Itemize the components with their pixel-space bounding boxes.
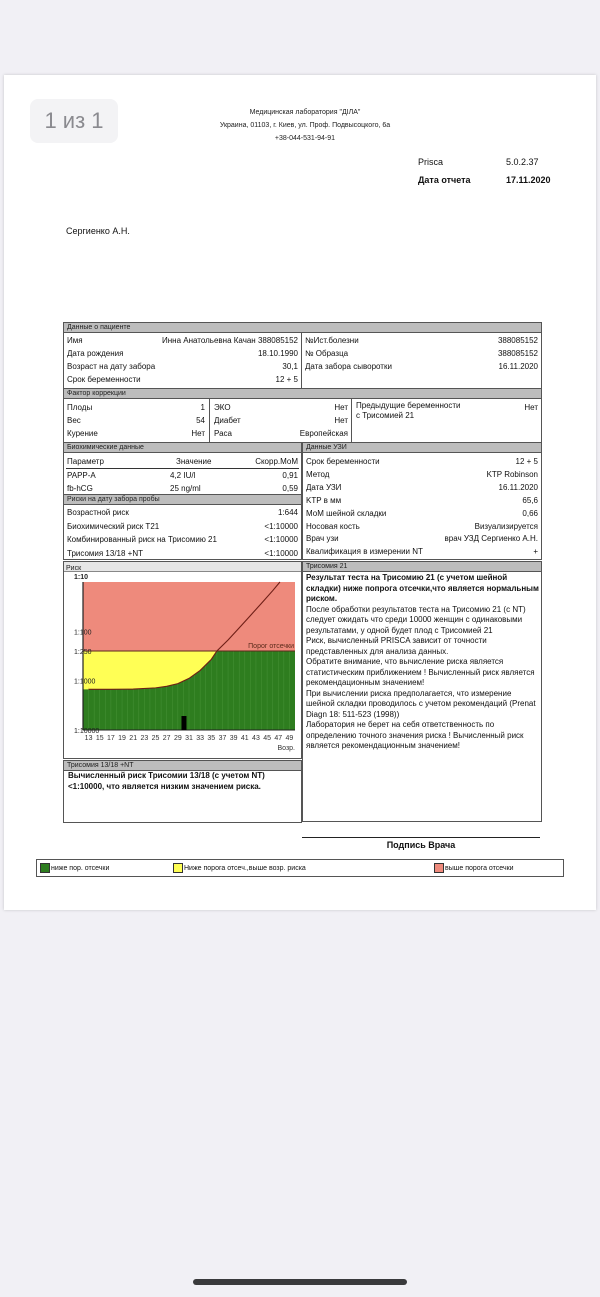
x-tick-label: 33 <box>196 735 205 742</box>
correction-label: Раса <box>214 429 232 438</box>
page-indicator: 1 из 1 <box>30 99 118 143</box>
legend-swatch-green <box>40 863 50 873</box>
biochem-mom: 0,59 <box>282 484 298 493</box>
correction-label: Диабет <box>214 416 241 425</box>
t1318-section-header: Трисомия 13/18 +NT <box>63 760 302 771</box>
x-tick-label: 27 <box>162 735 171 742</box>
x-tick-label: 47 <box>274 735 283 742</box>
risks-section-header: Риски на дату забора пробы <box>63 494 302 505</box>
risk-label: Биохимический риск T21 <box>67 521 160 531</box>
ultrasound-value: 0,66 <box>522 508 538 518</box>
y-tick-label: 1:10 <box>74 574 89 581</box>
legend-item <box>173 863 306 873</box>
t21-paragraph: При вычислении риска предполагается, что измерение шейной складки проводилось с учетом рекомендаций (Prenat Diagn 18: 511-523 (1998)) <box>306 688 536 719</box>
ultrasound-label: Срок беременности <box>306 457 380 466</box>
patient-field-label: Дата забора сыворотки <box>305 362 392 371</box>
t21-section-header: Трисомия 21 <box>302 561 542 572</box>
y-tick-label: 1:1000 <box>74 678 96 686</box>
report-meta <box>418 153 551 189</box>
ultrasound-value: + <box>533 547 538 557</box>
x-axis-title: Возр. <box>277 745 295 752</box>
patient-field-label: Срок беременности <box>67 375 141 384</box>
x-tick-label: 25 <box>151 735 160 742</box>
biochem-header-mom: Скорр.МоМ <box>255 457 298 466</box>
report-date: 17.11.2020 <box>506 175 551 185</box>
risk-value: 1:644 <box>277 508 298 517</box>
divider <box>209 398 210 443</box>
home-indicator[interactable] <box>193 1279 407 1285</box>
x-tick-label: 31 <box>185 735 193 742</box>
correction-label: Вес <box>67 416 81 425</box>
biochem-mom: 0,91 <box>282 471 298 480</box>
biochem-header-value: Значение <box>176 457 212 466</box>
y-tick-label: 1:250 <box>74 648 92 656</box>
ultrasound-label: KTP в мм <box>306 495 342 505</box>
risk-label: Возрастной риск <box>67 508 129 517</box>
risk-value: <1:10000 <box>264 548 298 558</box>
patient-field-value: 12 + 5 <box>275 375 298 384</box>
legend-item <box>40 863 109 873</box>
patient-field-value: Инна Анатольевна Качан 388085152 <box>162 336 298 345</box>
legend-label: Ниже порога отсеч.,выше возр. риска <box>184 864 306 872</box>
lab-address: Украина, 01103, г. Киев, ул. Проф. Подвысоцкого, 6а <box>219 122 391 129</box>
biochem-value: 25 ng/ml <box>170 484 201 493</box>
x-tick-label: 45 <box>263 735 272 742</box>
threshold-label: Порог отсечки <box>248 642 294 650</box>
ultrasound-value: 12 + 5 <box>515 457 538 466</box>
addressee: Сергиенко А.Н. <box>66 226 130 236</box>
correction-value: 1 <box>200 403 205 412</box>
x-tick-label: 17 <box>106 735 115 742</box>
x-tick-label: 43 <box>252 735 260 742</box>
y-tick-label: 1:10000 <box>74 728 100 735</box>
legend <box>36 859 564 877</box>
lab-name: Медицинская лаборатория "ДІЛА" <box>249 109 361 116</box>
lab-header <box>180 106 430 145</box>
patient-field-value: 388085152 <box>497 336 538 345</box>
ultrasound-label: Врач узи <box>306 534 339 544</box>
correction-value: Нет <box>334 403 348 412</box>
patient-field-label: № Образца <box>305 349 349 358</box>
patient-field-label: Имя <box>67 336 83 345</box>
x-tick-label: 29 <box>173 735 182 742</box>
x-tick-label: 39 <box>229 735 238 742</box>
correction-value: 54 <box>196 416 205 425</box>
ultrasound-value: 65,6 <box>522 495 538 505</box>
x-tick-label: 41 <box>240 735 249 742</box>
risk-value: <1:10000 <box>264 521 298 531</box>
x-tick-label: 19 <box>118 735 126 742</box>
patient-field-label: Дата рождения <box>67 349 124 358</box>
ultrasound-value: врач УЗД Сергиенко А.Н. <box>444 534 538 544</box>
divider <box>301 332 302 389</box>
y-tick-label: 1:100 <box>74 629 92 637</box>
ultrasound-label: Метод <box>306 469 330 479</box>
x-tick-label: 21 <box>129 735 138 742</box>
biochem-section-header: Биохимические данные <box>63 442 302 453</box>
patient-field-label: №Ист.болезни <box>305 336 359 345</box>
report-date-label: Дата отчета <box>418 175 471 185</box>
biochem-value: 4,2 IU/l <box>170 471 196 480</box>
legend-swatch-red <box>434 863 444 873</box>
biochem-header-param: Параметр <box>67 457 104 466</box>
ultrasound-section-header: Данные УЗИ <box>302 442 542 453</box>
x-tick-label: 37 <box>218 735 227 742</box>
legend-item <box>434 863 514 873</box>
t21-conclusion <box>306 573 540 752</box>
correction-value: Нет <box>334 416 348 425</box>
t21-paragraph: Обратите внимание, что вычисление риска является статистическим приближением ! Вычисленный риск является рекомендационным значением! <box>306 657 535 687</box>
ultrasound-label: Квалификация в измерении NT <box>306 547 423 557</box>
risk-chart <box>63 561 302 759</box>
y-axis-title: Риск <box>66 565 82 572</box>
ultrasound-value: Визуализируется <box>474 521 538 531</box>
correction-section-header: Фактор коррекции <box>63 388 542 399</box>
risk-value: <1:10000 <box>264 535 298 544</box>
x-tick-label: 23 <box>140 735 149 742</box>
x-tick-label: 49 <box>285 735 294 742</box>
ultrasound-label: Носовая кость <box>306 521 360 531</box>
correction-value: Европейская <box>299 429 348 438</box>
t21-paragraph: Риск, вычисленный PRISCA зависит от точности представленных для анализа данных. <box>306 636 487 656</box>
signature-line <box>302 837 540 838</box>
ultrasound-value: KTP Robinson <box>486 469 538 479</box>
t1318-result: Вычисленный риск Трисомии 13/18 (с учетом NT) <1:10000, что является низким значением риска. <box>68 771 265 791</box>
correction-label: ЭКО <box>214 403 231 412</box>
patient-field-value: 388085152 <box>497 349 538 358</box>
risk-label: Трисомия 13/18 +NT <box>67 548 143 558</box>
risk-label: Комбинированный риск на Трисомию 21 <box>67 535 217 544</box>
correction-label: Плоды <box>67 403 93 412</box>
software-label: Prisca <box>418 157 444 167</box>
correction-value: Нет <box>191 429 205 438</box>
legend-swatch-yellow <box>173 863 183 873</box>
x-tick-label: 13 <box>84 735 93 742</box>
correction-label: Предыдущие беременности с Трисомией 21 <box>356 401 461 420</box>
patient-field-value: 18.10.1990 <box>257 349 298 358</box>
signature-label: Подпись Врача <box>386 840 456 850</box>
t21-result: Результат теста на Трисомию 21 (с учетом шейной складки) ниже попрога отсечки,что является нормальным риском. <box>306 573 539 603</box>
patient-field-label: Возраст на дату забора <box>67 362 156 371</box>
patient-section-header: Данные о пациенте <box>63 322 542 333</box>
correction-value: Нет <box>524 403 538 412</box>
ultrasound-value: 16.11.2020 <box>498 482 538 492</box>
lab-phone: +38-044-531-94-91 <box>274 135 336 142</box>
patient-risk-marker <box>181 716 186 730</box>
x-tick-label: 35 <box>207 735 216 742</box>
correction-label: Курение <box>67 429 98 438</box>
divider <box>351 398 352 443</box>
ultrasound-label: Дата УЗИ <box>306 482 342 492</box>
x-tick-label: 15 <box>95 735 104 742</box>
ultrasound-label: МоМ шейной складки <box>306 508 387 518</box>
biochem-param: PAPP-A <box>67 471 96 480</box>
software-version: 5.0.2.37 <box>506 157 539 167</box>
legend-label: ниже пор. отсечки <box>51 864 110 872</box>
patient-field-value: 30,1 <box>282 362 298 371</box>
zone-above-threshold <box>83 582 295 651</box>
patient-field-value: 16.11.2020 <box>498 362 538 371</box>
legend-label: выше порога отсечки <box>445 864 514 872</box>
t21-paragraph: После обработки результатов теста на Трисомию 21 (с NT) следует ожидать что среди 10000 женщин с одинаковыми результатами, у одной будет плод с Трисомией 21 <box>306 604 526 635</box>
t21-paragraph: Лаборатория не берет на себя ответственность по определению точного значения риска ! Вычисленный риск является рекомендационным значением! <box>306 720 524 750</box>
biochem-param: fb-hCG <box>67 484 93 493</box>
